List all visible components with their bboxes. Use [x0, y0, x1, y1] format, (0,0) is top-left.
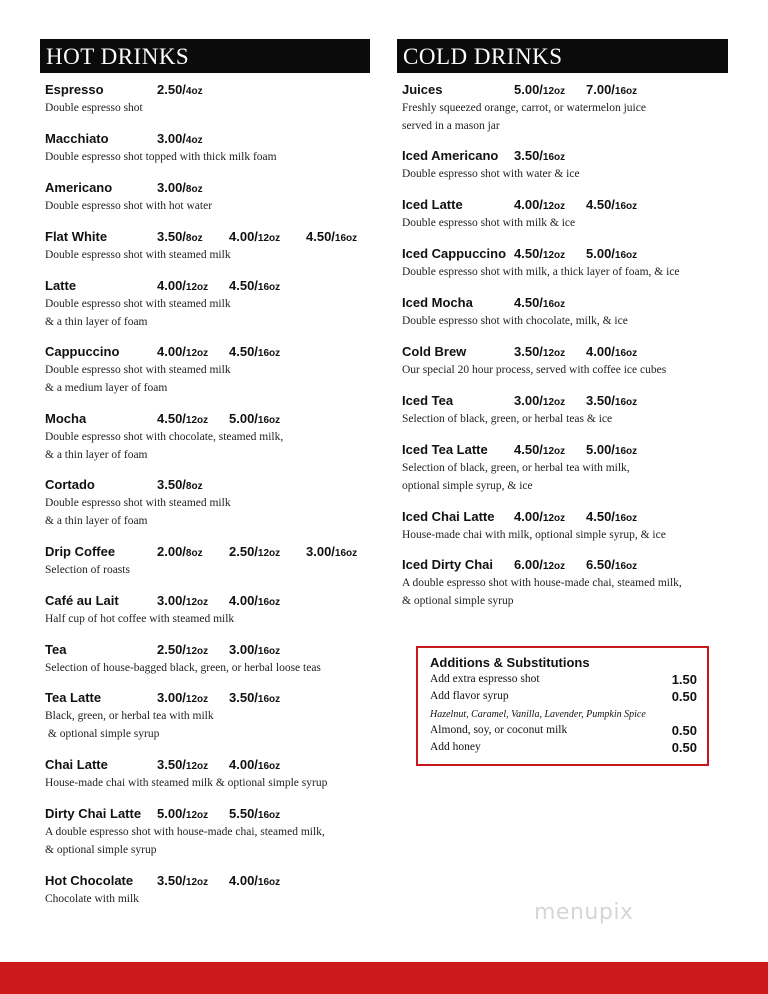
item-price — [157, 130, 203, 150]
item-description: Selection of roasts — [45, 564, 130, 576]
menu-item-header — [45, 81, 203, 99]
item-description: & optional simple syrup — [402, 595, 514, 607]
menu-item-iced-tea — [402, 392, 638, 428]
price-size: 16oz — [614, 250, 638, 261]
item-price — [229, 872, 280, 892]
item-name: Iced Americano — [402, 148, 499, 163]
item-price — [157, 641, 208, 661]
price-size: 16oz — [257, 415, 281, 426]
addition-row — [430, 741, 697, 753]
item-price — [157, 476, 203, 496]
item-price — [157, 81, 203, 101]
price-size: 12oz — [185, 597, 209, 608]
price-value: 7.00/ — [586, 82, 615, 97]
menu-item-latte — [45, 277, 281, 331]
addition-row — [430, 673, 697, 685]
menu-item-iced-mocha — [402, 294, 628, 330]
menu-item-macchiato — [45, 130, 277, 166]
price-size: 12oz — [257, 548, 281, 559]
price-value: 2.50/ — [157, 642, 186, 657]
item-price — [586, 245, 637, 265]
item-name: Espresso — [45, 82, 104, 97]
item-price — [157, 543, 203, 563]
item-price — [514, 556, 565, 576]
price-size: 16oz — [614, 561, 638, 572]
price-value: 4.00/ — [157, 278, 186, 293]
price-value: 3.50/ — [157, 873, 186, 888]
menu-item-header — [45, 689, 281, 707]
item-description: Double espresso shot — [45, 102, 143, 114]
menu-item-header — [45, 130, 277, 148]
item-price — [229, 641, 280, 661]
item-name: Tea — [45, 642, 67, 657]
menu-item-header — [45, 277, 281, 295]
addition-price: 0.50 — [671, 689, 697, 704]
menu-item-header — [402, 392, 638, 410]
price-size: 16oz — [614, 348, 638, 359]
price-size: 16oz — [257, 810, 281, 821]
menu-item-mocha — [45, 410, 283, 464]
price-size: 12oz — [542, 348, 566, 359]
item-description: Double espresso shot with hot water — [45, 200, 213, 212]
price-value: 3.00/ — [306, 544, 335, 559]
item-description: Double espresso shot with steamed milk — [45, 364, 231, 376]
item-name: Juices — [402, 82, 443, 97]
price-value: 5.00/ — [514, 82, 543, 97]
price-size: 12oz — [257, 233, 281, 244]
item-price — [157, 805, 208, 825]
menu-item-header — [402, 196, 638, 214]
price-size: 12oz — [542, 446, 566, 457]
item-price — [157, 228, 203, 248]
addition-price: 0.50 — [671, 723, 697, 738]
price-size: 16oz — [614, 86, 638, 97]
menu-item-header — [45, 756, 327, 774]
price-size: 12oz — [185, 877, 209, 888]
item-price — [229, 277, 280, 297]
price-value: 3.50/ — [157, 477, 186, 492]
item-price — [586, 556, 637, 576]
item-name: Hot Chocolate — [45, 873, 134, 888]
item-name: Latte — [45, 278, 77, 293]
item-description: Freshly squeezed orange, carrot, or watermelon juice — [402, 102, 646, 114]
item-price — [514, 392, 565, 412]
item-price — [157, 343, 208, 363]
menu-item-tea — [45, 641, 321, 677]
price-value: 4.00/ — [514, 197, 543, 212]
price-value: 3.00/ — [157, 593, 186, 608]
menu-item-header — [45, 228, 358, 246]
menu-item-iced-cappuccino — [402, 245, 680, 281]
price-size: 12oz — [542, 397, 566, 408]
price-value: 4.00/ — [229, 229, 258, 244]
menu-item-flat-white — [45, 228, 358, 264]
price-size: 12oz — [542, 250, 566, 261]
item-name: Macchiato — [45, 131, 109, 146]
item-name: Cold Brew — [402, 344, 467, 359]
item-name: Drip Coffee — [45, 544, 116, 559]
price-value: 2.50/ — [229, 544, 258, 559]
menupix-watermark: menupix — [534, 900, 634, 925]
price-value: 5.00/ — [586, 246, 615, 261]
item-description: Double espresso shot with steamed milk — [45, 298, 231, 310]
item-price — [229, 228, 280, 248]
price-value: 4.50/ — [306, 229, 335, 244]
item-description: Double espresso shot topped with thick milk foam — [45, 151, 277, 163]
menu-item-iced-latte — [402, 196, 638, 232]
price-size: 12oz — [542, 201, 566, 212]
item-name: Flat White — [45, 229, 108, 244]
item-description: Double espresso shot with water & ice — [402, 168, 580, 180]
item-name: Iced Chai Latte — [402, 509, 495, 524]
price-value: 3.50/ — [157, 757, 186, 772]
price-size: 16oz — [257, 761, 281, 772]
price-value: 4.00/ — [229, 757, 258, 772]
price-size: 12oz — [542, 86, 566, 97]
item-description: served in a mason jar — [402, 120, 500, 132]
addition-label: Add honey — [430, 741, 481, 753]
price-size: 16oz — [257, 348, 281, 359]
item-price — [229, 343, 280, 363]
price-value: 3.00/ — [514, 393, 543, 408]
price-value: 4.00/ — [229, 873, 258, 888]
footer-bar — [0, 962, 768, 994]
item-price — [514, 196, 565, 216]
menu-item-cortado — [45, 476, 231, 530]
menu-item-header — [402, 556, 682, 574]
item-price — [157, 179, 203, 199]
menu-item-cappuccino — [45, 343, 281, 397]
price-value: 3.00/ — [157, 690, 186, 705]
item-description: Selection of black, green, or herbal teas & ice — [402, 413, 613, 425]
item-price — [157, 410, 208, 430]
menu-item-drip-coffee — [45, 543, 358, 579]
price-value: 3.00/ — [157, 180, 186, 195]
menu-item-header — [45, 343, 281, 361]
price-value: 4.50/ — [514, 442, 543, 457]
item-description: Half cup of hot coffee with steamed milk — [45, 613, 235, 625]
item-name: Iced Cappuccino — [402, 246, 507, 261]
addition-note — [430, 709, 697, 720]
price-value: 3.00/ — [229, 642, 258, 657]
price-size: 16oz — [257, 694, 281, 705]
addition-label: Add flavor syrup — [430, 690, 509, 702]
item-name: Dirty Chai Latte — [45, 806, 142, 821]
price-value: 3.50/ — [514, 148, 543, 163]
item-price — [229, 410, 280, 430]
item-description: Double espresso shot with steamed milk — [45, 249, 231, 261]
addition-label: Almond, soy, or coconut milk — [430, 724, 568, 736]
price-size: 16oz — [542, 299, 566, 310]
addition-row — [430, 690, 697, 702]
item-description: & a medium layer of foam — [45, 382, 168, 394]
menu-item-header — [45, 476, 231, 494]
price-size: 16oz — [257, 282, 281, 293]
price-size: 12oz — [185, 761, 209, 772]
item-name: Iced Latte — [402, 197, 463, 212]
price-size: 12oz — [185, 646, 209, 657]
item-description: A double espresso shot with house-made chai, steamed milk, — [45, 826, 325, 838]
item-price — [586, 196, 637, 216]
item-description: & a thin layer of foam — [45, 515, 148, 527]
price-size: 16oz — [542, 152, 566, 163]
price-value: 2.50/ — [157, 82, 186, 97]
item-price — [514, 81, 565, 101]
price-size: 16oz — [257, 597, 281, 608]
price-value: 6.00/ — [514, 557, 543, 572]
item-price — [586, 392, 637, 412]
item-name: Iced Mocha — [402, 295, 473, 310]
menu-item-chai-latte — [45, 756, 327, 792]
item-name: Americano — [45, 180, 113, 195]
item-description: & a thin layer of foam — [45, 316, 148, 328]
item-price — [586, 343, 637, 363]
addition-price: 1.50 — [671, 672, 697, 687]
menu-item-hot-chocolate — [45, 872, 281, 908]
item-price — [229, 689, 280, 709]
price-value: 4.00/ — [229, 593, 258, 608]
price-size: 16oz — [614, 446, 638, 457]
menu-item-tea-latte — [45, 689, 281, 743]
item-price — [306, 228, 357, 248]
item-price — [229, 805, 280, 825]
item-price — [514, 441, 565, 461]
menu-item-header — [45, 872, 281, 890]
price-value: 4.00/ — [157, 344, 186, 359]
menu-item-header — [45, 410, 283, 428]
price-size: 8oz — [185, 481, 203, 492]
price-value: 3.50/ — [157, 229, 186, 244]
price-size: 12oz — [542, 561, 566, 572]
menu-item-iced-dirty-chai — [402, 556, 682, 610]
price-size: 16oz — [614, 201, 638, 212]
item-price — [306, 543, 357, 563]
price-size: 8oz — [185, 548, 203, 559]
item-description: Selection of house-bagged black, green, or herbal loose teas — [45, 662, 321, 674]
price-value: 4.50/ — [514, 246, 543, 261]
price-value: 4.00/ — [586, 344, 615, 359]
item-description: Black, green, or herbal tea with milk — [45, 710, 214, 722]
menu-item-header — [402, 81, 646, 99]
cold-drinks-header: COLD DRINKS — [397, 39, 728, 73]
item-description: Double espresso shot with chocolate, steamed milk, — [45, 431, 284, 443]
price-value: 4.50/ — [514, 295, 543, 310]
menu-item-header — [402, 441, 638, 459]
additions-box — [416, 646, 709, 766]
menu-item-header — [402, 245, 680, 263]
item-price — [514, 245, 565, 265]
item-description: optional simple syrup, & ice — [402, 480, 533, 492]
price-value: 3.50/ — [514, 344, 543, 359]
price-size: 12oz — [185, 694, 209, 705]
price-size: 8oz — [185, 233, 203, 244]
price-size: 16oz — [614, 513, 638, 524]
addition-label: Add extra espresso shot — [430, 673, 540, 685]
menu-item-juices — [402, 81, 646, 135]
menu-item-header — [45, 543, 358, 561]
item-description: & optional simple syrup — [45, 844, 157, 856]
price-size: 16oz — [334, 548, 358, 559]
item-price — [229, 592, 280, 612]
item-description: House-made chai with steamed milk & optional simple syrup — [45, 777, 328, 789]
addition-label: Hazelnut, Caramel, Vanilla, Lavender, Pumpkin Spice — [430, 709, 646, 720]
price-size: 16oz — [257, 877, 281, 888]
item-price — [586, 441, 637, 461]
item-name: Iced Tea Latte — [402, 442, 488, 457]
menu-item-header — [45, 805, 325, 823]
price-value: 3.00/ — [157, 131, 186, 146]
menu-item-header — [45, 592, 281, 610]
menu-item-header — [45, 641, 321, 659]
menu-item-cold-brew — [402, 343, 666, 379]
menu-item-header — [402, 343, 666, 361]
item-description: & optional simple syrup — [45, 728, 160, 740]
item-price — [157, 756, 208, 776]
menu-item-americano — [45, 179, 212, 215]
menu-item-iced-americano — [402, 147, 580, 183]
item-description: & a thin layer of foam — [45, 449, 148, 461]
item-name: Iced Tea — [402, 393, 454, 408]
price-value: 5.00/ — [229, 411, 258, 426]
price-size: 12oz — [185, 810, 209, 821]
hot-drinks-header: HOT DRINKS — [40, 39, 370, 73]
item-price — [157, 872, 208, 892]
price-size: 12oz — [542, 513, 566, 524]
menu-item-dirty-chai-latte — [45, 805, 325, 859]
item-price — [514, 508, 565, 528]
menu-item-header — [402, 508, 666, 526]
item-price — [586, 508, 637, 528]
menu-item-cafe-au-lait — [45, 592, 281, 628]
price-value: 5.00/ — [157, 806, 186, 821]
item-description: A double espresso shot with house-made chai, steamed milk, — [402, 577, 682, 589]
item-description: Double espresso shot with chocolate, milk, & ice — [402, 315, 628, 327]
menu-item-iced-tea-latte — [402, 441, 638, 495]
price-size: 12oz — [185, 348, 209, 359]
item-description: Double espresso shot with milk, a thick layer of foam, & ice — [402, 266, 680, 278]
price-value: 2.00/ — [157, 544, 186, 559]
price-value: 4.50/ — [229, 278, 258, 293]
item-description: Selection of black, green, or herbal tea with milk, — [402, 462, 630, 474]
item-price — [157, 277, 208, 297]
item-price — [586, 81, 637, 101]
price-size: 16oz — [257, 646, 281, 657]
price-value: 4.50/ — [157, 411, 186, 426]
item-description: Chocolate with milk — [45, 893, 139, 905]
item-price — [157, 592, 208, 612]
price-value: 6.50/ — [586, 557, 615, 572]
addition-price: 0.50 — [671, 740, 697, 755]
addition-row — [430, 724, 697, 736]
item-price — [229, 756, 280, 776]
menu-item-header — [45, 179, 212, 197]
item-price — [514, 343, 565, 363]
item-price — [229, 543, 280, 563]
item-name: Tea Latte — [45, 690, 102, 705]
price-value: 3.50/ — [229, 690, 258, 705]
price-size: 12oz — [185, 415, 209, 426]
menu-item-header — [402, 294, 628, 312]
item-description: Our special 20 hour process, served with coffee ice cubes — [402, 364, 667, 376]
item-description: Double espresso shot with steamed milk — [45, 497, 231, 509]
price-size: 4oz — [185, 135, 203, 146]
item-description: House-made chai with milk, optional simple syrup, & ice — [402, 529, 666, 541]
additions-title: Additions & Substitutions — [430, 655, 590, 670]
item-price — [514, 294, 565, 314]
price-size: 16oz — [334, 233, 358, 244]
price-value: 4.00/ — [514, 509, 543, 524]
price-size: 12oz — [185, 282, 209, 293]
price-value: 4.50/ — [586, 197, 615, 212]
price-value: 4.50/ — [586, 509, 615, 524]
price-value: 5.50/ — [229, 806, 258, 821]
item-description: Double espresso shot with milk & ice — [402, 217, 576, 229]
price-size: 16oz — [614, 397, 638, 408]
menu-item-espresso — [45, 81, 203, 117]
item-name: Mocha — [45, 411, 87, 426]
price-size: 4oz — [185, 86, 203, 97]
price-value: 3.50/ — [586, 393, 615, 408]
price-value: 5.00/ — [586, 442, 615, 457]
item-name: Cortado — [45, 477, 95, 492]
price-value: 4.50/ — [229, 344, 258, 359]
menu-item-header — [402, 147, 580, 165]
item-name: Chai Latte — [45, 757, 108, 772]
item-name: Iced Dirty Chai — [402, 557, 494, 572]
item-price — [514, 147, 565, 167]
menu-item-iced-chai-latte — [402, 508, 666, 544]
item-name: Cappuccino — [45, 344, 120, 359]
item-price — [157, 689, 208, 709]
price-size: 8oz — [185, 184, 203, 195]
item-name: Café au Lait — [45, 593, 119, 608]
